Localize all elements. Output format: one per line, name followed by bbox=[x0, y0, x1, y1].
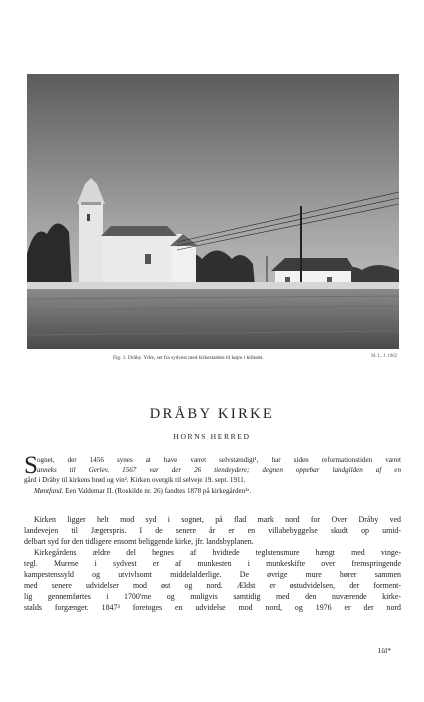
body-line: Kirken ligger helt mod syd i sognet, på flad mark nord for Over Dråby ved bbox=[34, 515, 401, 524]
page-subtitle: HORNS HERRED bbox=[173, 432, 251, 441]
intro-line: anneks til Gerlev. 1567 var der 26 tiendeydere; degnen oppebar landgilden af en bbox=[37, 466, 401, 475]
body-line: delbart syd for den tidligere ensomt beliggende kirke, jfr. landsbyplanen. bbox=[24, 537, 254, 546]
body-text bbox=[24, 514, 401, 613]
intro-line: gård i Dråby til kirkens brød og vin². Kirken overgik til selveje 19. sept. 1911. bbox=[24, 476, 246, 485]
figure-caption bbox=[27, 352, 399, 364]
caption-text: Fig. 1. Dråby. Ydre, set fra sydvest med kirkestalden til højre i billedet. bbox=[113, 355, 264, 361]
body-line: stalds forgænger. 1847³ foretoges en udvidelse mod nord, og 1976 er der nord bbox=[24, 603, 401, 612]
mont-text: Een Valdemar II. (Roskilde nr. 26) fandtes 1878 på kirkegården²ᵃ. bbox=[65, 486, 252, 495]
body-line: Kirkegårdens ældre del hegnes af hvidtede teglstensmure hængt med vinge- bbox=[34, 548, 401, 557]
drop-cap: S bbox=[24, 452, 38, 479]
body-line: tegl. Murene i sydvest er af munkesten i munkeskifte over fremspringende bbox=[24, 559, 401, 568]
body-line: kampestenssyld og utvivlsomt middelalderlige. De øvrige mure hører sammen bbox=[24, 570, 401, 579]
mont-label: Møntfund. bbox=[34, 486, 64, 495]
church-photograph bbox=[27, 74, 399, 349]
intro-paragraph bbox=[24, 452, 401, 496]
church-photo-drawing bbox=[27, 74, 399, 349]
body-line: lig gennemførtes i 1700'rne og muligvis samtidig med den nuværende kirke- bbox=[24, 592, 401, 601]
page-title: DRÅBY KIRKE bbox=[149, 406, 275, 422]
body-line: landevejen til Jægerspris. I de senere år er en villabebyggelse skudt op umid- bbox=[24, 526, 401, 535]
mont-line bbox=[24, 486, 401, 496]
photo-credit: M. L. J. 1962 bbox=[371, 354, 397, 359]
body-line: med senere udvidelser mod øst og nord. Ældst er østudvidelsen, der forment- bbox=[24, 581, 401, 590]
intro-line: ognet, der 1456 synes at have været selvstændigt¹, har siden reformationstiden været bbox=[37, 456, 401, 464]
page-signature: 1ül* bbox=[377, 646, 391, 655]
